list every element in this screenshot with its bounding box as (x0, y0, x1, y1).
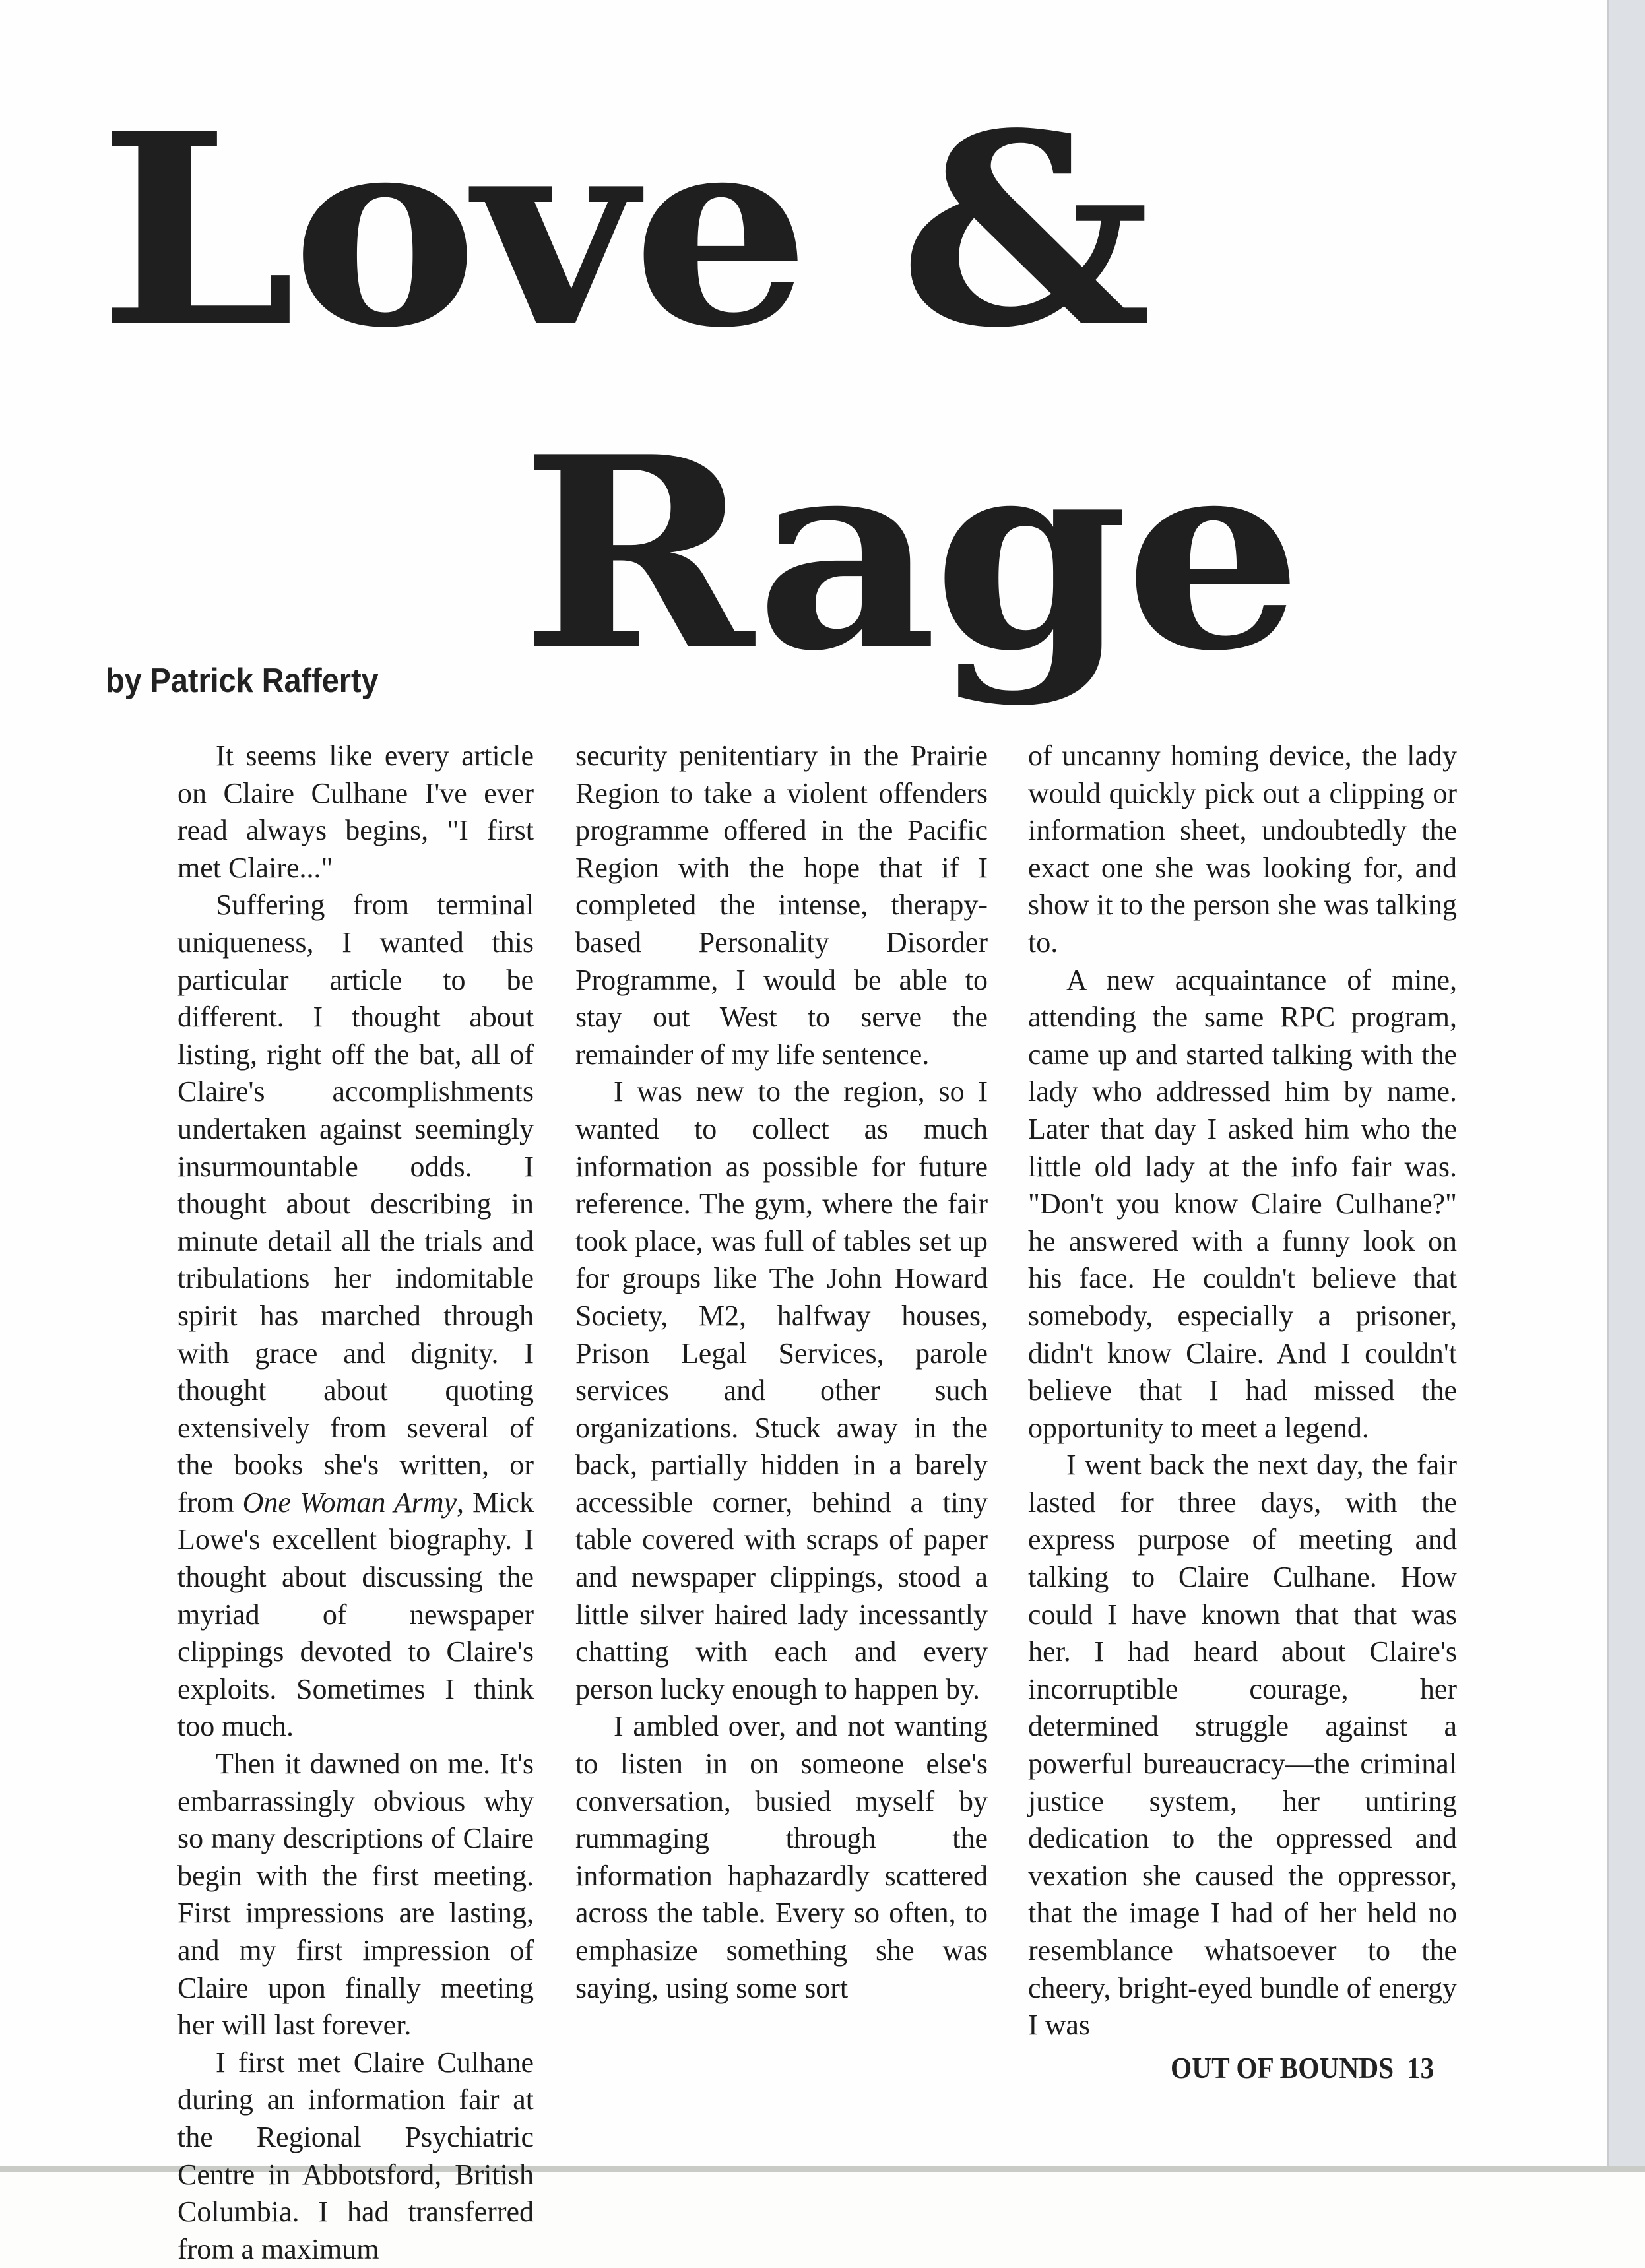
paragraph: I first met Claire Culhane during an information fair at the Regional Psychiatric Centre in Abbotsford, British Columbia. I had transferred from a maximum (177, 2046, 534, 2265)
page-number: 13 (1406, 2051, 1435, 2085)
byline: by Patrick Rafferty (106, 662, 379, 700)
paragraph-text: Suffering from terminal uniqueness, I wanted this particular article to be different. I thought about listing, right off the bat, all of Claire's accomplishments undertaken against seemingly insurmountable odds. I thought about describing in minute detail all the trials and tribulations her indomitable spirit has marched through with grace and dignity. I thought about quoting extensively from several of the books she's written, or from (177, 889, 534, 1519)
headline-line-1: Love & (99, 76, 1148, 386)
article-column-3 (1028, 738, 1457, 2044)
paragraph: I ambled over, and not wanting to listen in on someone else's conversation, busied myself by rummaging through the information haphazardly scattered across the table. Every so often, to emphasize something she was saying, using some sort (575, 1710, 988, 2004)
paragraph: Then it dawned on me. It's embarrassingly obvious why so many descriptions of Claire begin with the first meeting. First impressions are lasting, and my first impression of Claire upon finally meeting her will last forever. (177, 1748, 534, 2042)
article-column-2 (575, 738, 988, 2007)
paragraph: I was new to the region, so I wanted to collect as much information as possible for future reference. The gym, where the fair took place, was full of tables set up for groups like The John Howard Society, M2, halfway houses, Prison Legal Services, parole services and other such organizations. Stuck away in the back, partially hidden in a barely accessible corner, behind a tiny table covered with scraps of paper and newspaper clippings, stood a little silver haired lady incessantly chatting with each and every person lucky enough to happen by. (575, 1075, 988, 1705)
paragraph: of uncanny homing device, the lady would quickly pick out a clipping or information sheet, undoubtedly the exact one she was looking for, and show it to the person she was talking to. (1028, 740, 1457, 959)
paragraph: A new acquaintance of mine, attending the same RPC program, came up and started talking with the lady who addressed him by name. Later that day I asked him who the little old lady at the info fair was. "Don't you know Claire Culhane?" he answered with a funny look on his face. He couldn't believe that somebody, especially a prisoner, didn't know Claire. And I couldn't believe that I had missed the opportunity to meet a legend. (1028, 963, 1457, 1444)
paragraph: It seems like every article on Claire Culhane I've ever read always begins, "I first met Claire..." (177, 740, 534, 884)
scan-edge (1607, 0, 1645, 2172)
page-footer (1171, 2050, 1434, 2085)
paragraph (177, 887, 534, 1746)
paragraph: I went back the next day, the fair lasted for three days, with the express purpose of meeting and talking to Claire Culhane. How could I have known that that was her. I had heard about Claire's incorruptible courage, her determined struggle against a powerful bureaucracy—the criminal justice system, her untiring dedication to the oppressed and vexation she caused the oppressor, that the image I had of her held no resemblance whatsoever to the cheery, bright-eyed bundle of energy I was (1028, 1449, 1457, 2042)
paragraph: security penitentiary in the Prairie Region to take a violent offenders programme offered in the Pacific Region with the hope that if I completed the intense, therapy-based Personality Disorder Programme, I would be able to stay out West to serve the remainder of my life sentence. (575, 740, 988, 1071)
book-title: One Woman Army (242, 1486, 457, 1519)
publication-name: OUT OF BOUNDS (1171, 2051, 1394, 2085)
article-column-1 (177, 738, 534, 2268)
paragraph-text: , Mick Lowe's excellent biography. I thought about discussing the myriad of newspaper clippings devoted to Claire's exploits. Sometimes I think too much. (177, 1486, 534, 1743)
headline-line-2: Rage (521, 399, 1299, 709)
